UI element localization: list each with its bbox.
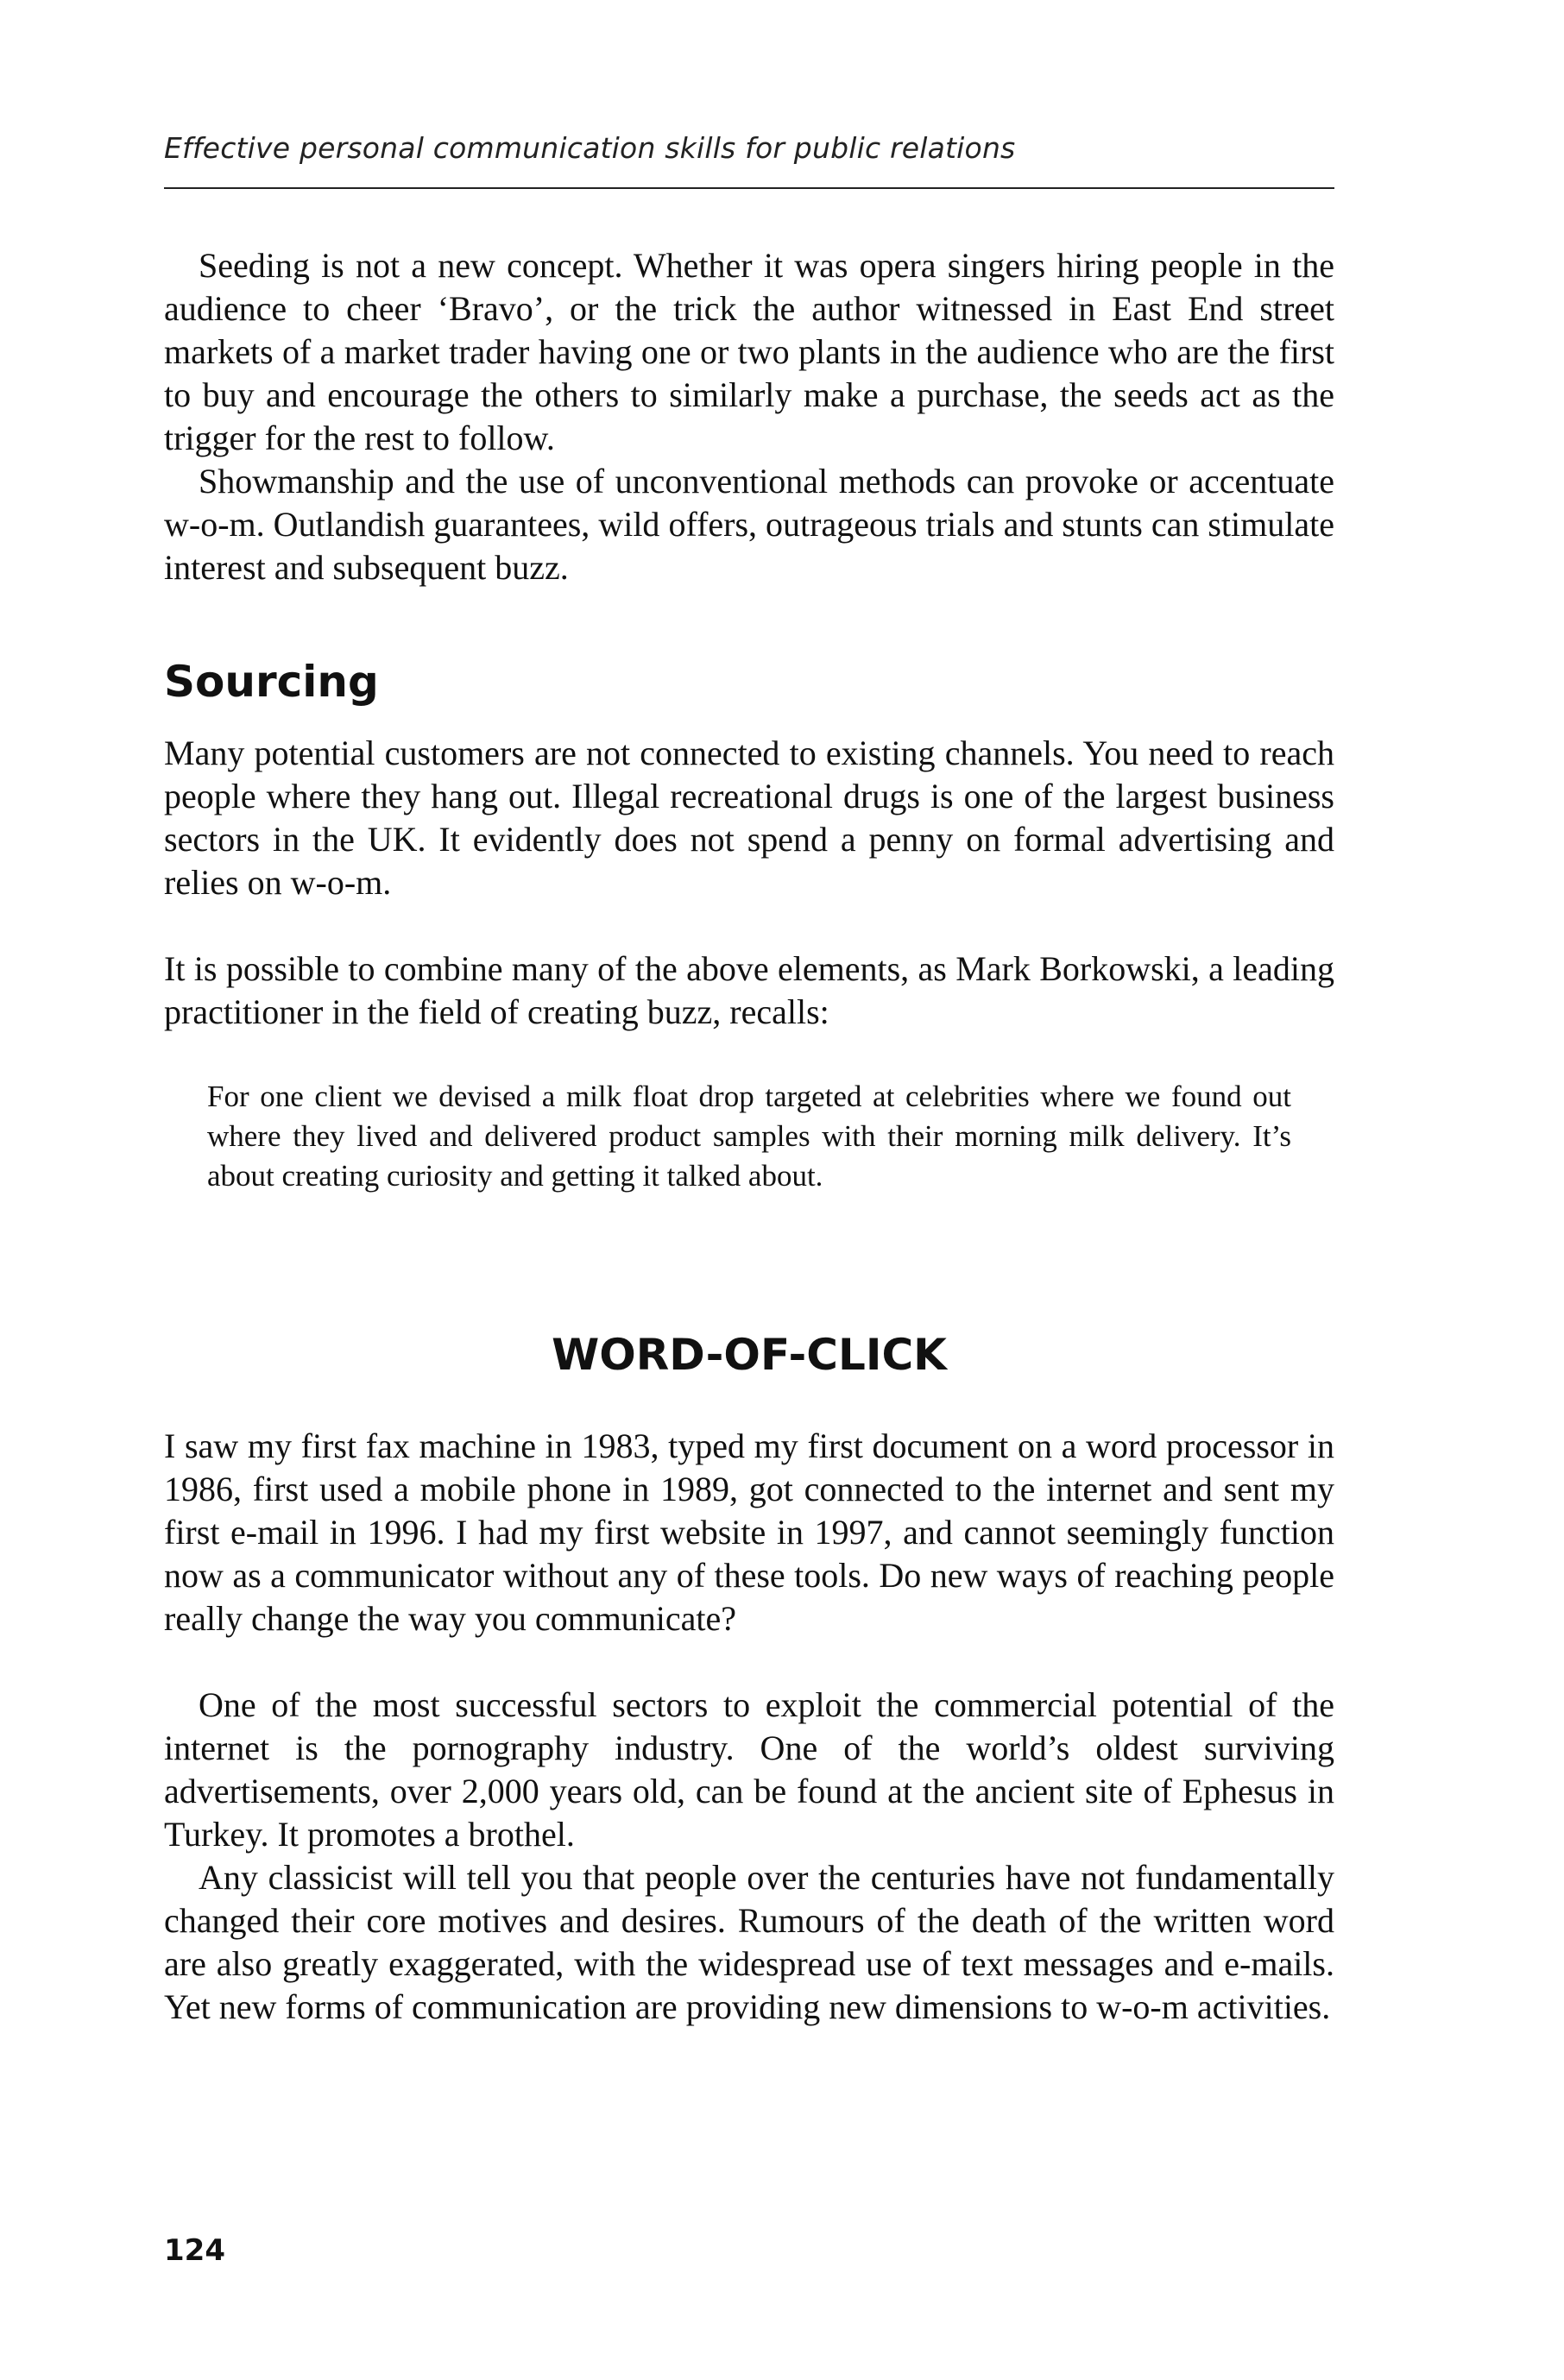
paragraph-seeding-2: Showmanship and the use of unconventional methods can provoke or accentuate w-o-m. Outlandish guarantees, wild offers, outrageous trials and stunts can stimulate interest and subsequent buzz. [164,462,1334,587]
header-rule [164,187,1334,189]
heading-sourcing: Sourcing [164,657,379,707]
heading-word-of-click: WORD-OF-CLICK [552,1330,947,1380]
paragraph-click-3: Any classicist will tell you that people over the centuries have not fundamentally changed their core motives and desires. Rumours of the death of the written word are also greatly exaggerated, with the widespread use of text messages and e-mails. Yet new forms of communication are providing new dimensions to w-o-m activities. [164,1858,1334,2026]
paragraph-sourcing-1: Many potential customers are not connected to existing channels. You need to reach people where they hang out. Illegal recreational drugs is one of the largest business sectors in the UK. It evidently does not spend a penny on formal advertising and relies on w-o-m. [164,734,1334,902]
paragraph-click-1: I saw my first fax machine in 1983, typed my first document on a word processor in 1986, first used a mobile phone in 1989, got connected to the internet and sent my first e-mail in 1996. I had my first website in 1997, and cannot seemingly function now as a communicator without any of these tools. Do new ways of reaching people really change the way you communicate? [164,1426,1334,1638]
running-head: Effective personal communication skills for public relations [164,131,1016,165]
paragraph-click-2: One of the most successful sectors to exploit the commercial potential of the internet is the pornography industry. One of the world’s oldest surviving advertisements, over 2,000 years old, can be found at the ancient site of Ephesus in Turkey. It promotes a brothel. [164,1685,1334,1854]
page-number: 124 [164,2233,225,2268]
block-quote: For one client we devised a milk float drop targeted at celebrities where we found out where they lived and delivered product samples with their morning milk delivery. It’s about creating curiosity and getting it talked about. [207,1080,1291,1193]
paragraph-sourcing-2: It is possible to combine many of the above elements, as Mark Borkowski, a leading practitioner in the field of creating buzz, recalls: [164,949,1334,1031]
paragraph-seeding-1: Seeding is not a new concept. Whether it was opera singers hiring people in the audience to cheer ‘Bravo’, or the trick the author witnessed in East End street markets of a market trader having one or two plants in the audience who are the first to buy and encourage the others to similarly make a purchase, the seeds act as the trigger for the rest to follow. [164,246,1334,457]
